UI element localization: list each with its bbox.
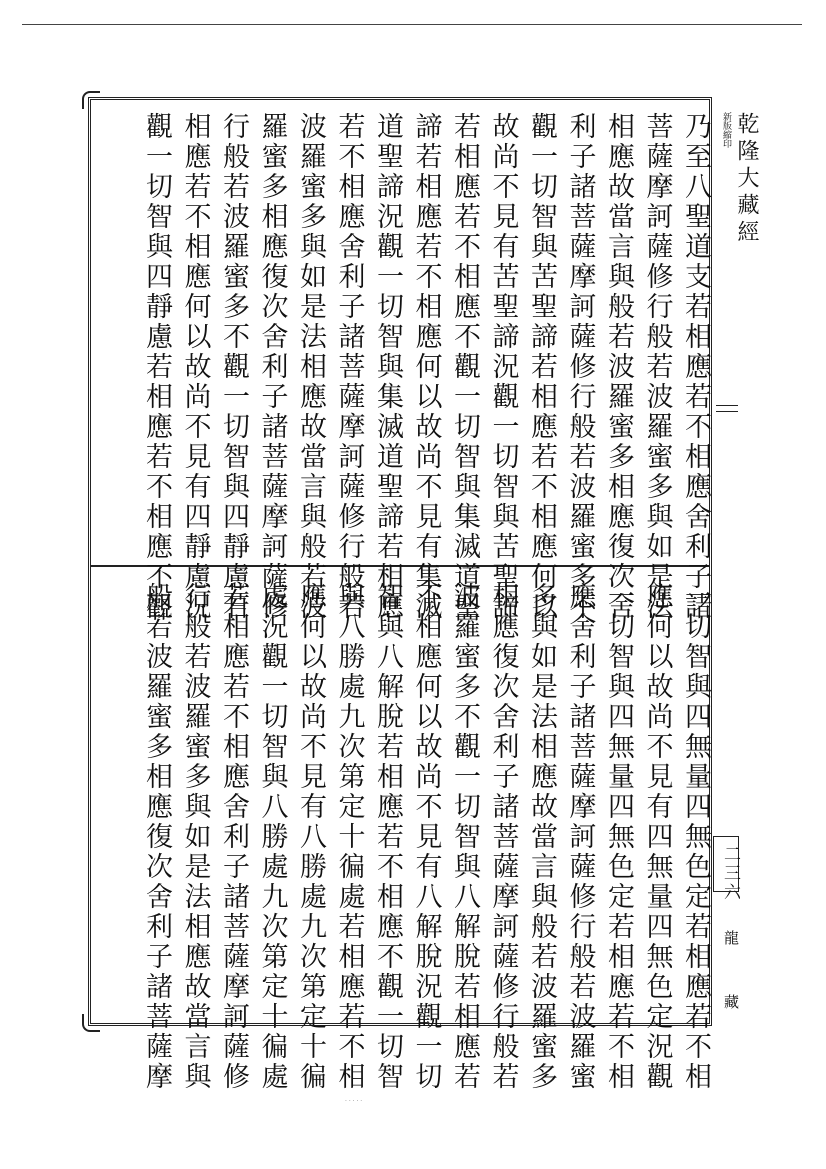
text-column: 觀一切智與苦聖諦若相應若不相應何以 bbox=[526, 112, 557, 622]
text-column: 菩薩摩訶薩修行般若波羅蜜多與如是法 bbox=[641, 112, 673, 622]
text-column: 與八勝處九次第定十徧處若相應若不相 bbox=[333, 582, 365, 1092]
text-column: 般若波羅蜜多相應復次舍利子諸菩薩摩 bbox=[141, 582, 172, 1092]
text-column: 一切智與四無量四無色定若相應若不相 bbox=[603, 582, 634, 1092]
scan-footer: · · · · · bbox=[345, 1098, 363, 1105]
text-column: 波羅蜜多與如是法相應故當言與般若波 bbox=[295, 112, 326, 622]
text-column: 相應若不相應何以故尚不見有四靜慮況 bbox=[179, 112, 211, 622]
fold-mark bbox=[716, 411, 738, 412]
text-column: 若不相應舍利子諸菩薩摩訶薩修行般若 bbox=[333, 112, 365, 622]
edition-label: 新版縮印 bbox=[721, 112, 731, 148]
text-column: 若相應若不相應不觀一切智與集滅道聖 bbox=[449, 112, 480, 622]
fold-mark bbox=[716, 405, 738, 406]
text-column: 乃至八聖道支若相應若不相應舍利子諸 bbox=[680, 112, 711, 622]
text-column: 相應復次舍利子諸菩薩摩訶薩修行般若 bbox=[487, 582, 519, 1092]
text-column: 應何以故尚不見有八勝處九次第定十徧 bbox=[295, 582, 326, 1092]
collection-title: 乾隆大藏經 bbox=[734, 112, 759, 247]
library-label: 龍 藏 bbox=[722, 930, 740, 1031]
text-column: 利子諸菩薩摩訶薩修行般若波羅蜜多不 bbox=[564, 112, 596, 622]
text-column: 相應故當言與般若波羅蜜多相應復次舍 bbox=[603, 112, 634, 622]
text-column: 一切智與四無量四無色定若相應若不相 bbox=[680, 582, 711, 1092]
text-column: 羅蜜多相應復次舍利子諸菩薩摩訶薩修 bbox=[256, 112, 288, 622]
text-column: 波羅蜜多不觀一切智與八解脫若相應若 bbox=[449, 582, 480, 1092]
text-column: 多與如是法相應故當言與般若波羅蜜多 bbox=[526, 582, 557, 1092]
corner-ornament bbox=[82, 91, 100, 109]
text-column: 智與八解脫若相應若不相應不觀一切智 bbox=[372, 582, 403, 1092]
text-column: 觀一切智與四靜慮若相應若不相應不觀 bbox=[141, 112, 172, 622]
text-column: 故尚不見有苦聖諦況觀一切智與苦聖諦 bbox=[487, 112, 519, 622]
corner-ornament bbox=[82, 1014, 100, 1032]
text-column: 應何以故尚不見有四無量四無色定況觀 bbox=[641, 582, 673, 1092]
text-column: 處況觀一切智與八勝處九次第定十徧處 bbox=[256, 582, 288, 1092]
text-column: 行般若波羅蜜多不觀一切智與四靜慮若 bbox=[218, 112, 249, 622]
text-column: 應舍利子諸菩薩摩訶薩修行般若波羅蜜 bbox=[564, 582, 596, 1092]
text-column: 若相應若不相應舍利子諸菩薩摩訶薩修 bbox=[218, 582, 249, 1092]
text-column: 諦若相應若不相應何以故尚不見有集滅 bbox=[410, 112, 442, 622]
top-rule bbox=[22, 24, 802, 25]
page-number: 二三六 bbox=[720, 845, 740, 902]
text-column: 道聖諦況觀一切智與集滅道聖諦若相應 bbox=[372, 112, 403, 622]
text-column: 行般若波羅蜜多與如是法相應故當言與 bbox=[179, 582, 211, 1092]
text-column: 不相應何以故尚不見有八解脫況觀一切 bbox=[410, 582, 442, 1092]
